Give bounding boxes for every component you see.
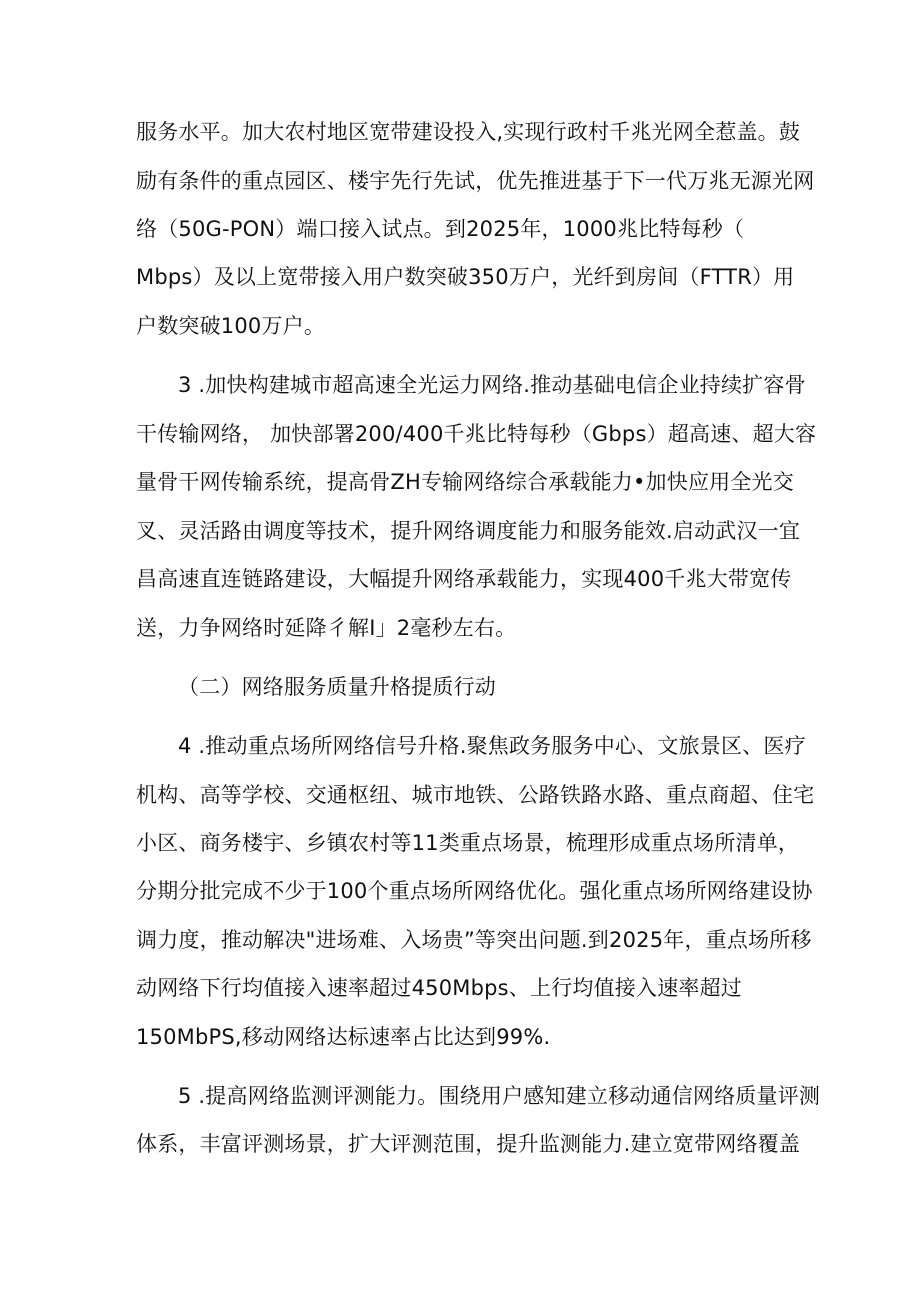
text-line-4: Mbps）及以上宽带接入用户数突破350万户，光纤到房间（FTTR）用 (136, 265, 795, 289)
text-line-5: 户数突破100万户。 (136, 314, 326, 338)
text-line-18: 动网络下行均值接入速率超过450Mbps、上行均值接入速率超过 (136, 976, 742, 1000)
text-line-10: 昌高速直连链路建设，大幅提升网络承载能力，实现400千兆大带宽传 (136, 567, 792, 591)
text-line-1: 服务水平。加大农村地区宽带建设投入,实现行政村千兆光网全惹盖。鼓 (136, 120, 801, 144)
text-line-21: 体系，丰富评测场景，扩大评测范围，提升监测能力.建立宽带网络覆盖 (136, 1132, 801, 1156)
text-line-2: 励有条件的重点园区、楼宇先行先试，优先推进基于下一代万兆无源光网 (136, 169, 815, 193)
text-line-16: 分期分批完成不少于100个重点场所网络优化。强化重点场所网络建设协 (136, 879, 813, 903)
text-line-20: 5 .提高网络监测评测能力。围绕用户感知建立移动通信网络质量评测 (178, 1084, 821, 1108)
section-heading: （二）网络服务质量升格提质行动 (178, 675, 496, 699)
text-line-13: 4 .推动重点场所网络信号升格.聚焦政务服务中心、文旅景区、医疗 (178, 734, 806, 758)
text-line-9: 叉、灵活路由调度等技术，提升网络调度能力和服务能效.启动武汉一宜 (136, 519, 801, 543)
text-line-17: 调力度，推动解决"进场难、入场贵”等突出问题.到2025年，重点场所移 (136, 928, 812, 952)
text-line-19: 150MbPS,移动网络达标速率占比达到99%. (136, 1025, 551, 1049)
text-line-15: 小区、商务楼宇、乡镇农村等11类重点场景，梳理形成重点场所清单， (136, 831, 800, 855)
text-line-14: 机构、高等学校、交通枢纽、城市地铁、公路铁路水路、重点商超、住宅 (136, 783, 815, 807)
text-line-8: 量骨干网传输系统，提高骨ZH专输网络综合承载能力•加快应用全光交 (136, 470, 794, 494)
text-line-3: 络（50G-PON）端口接入试点。到2025年，1000兆比特每秒（ (136, 217, 745, 241)
text-line-6: 3 .加快构建城市超高速全光运力网络.推动基础电信企业持续扩容骨 (178, 373, 806, 397)
text-line-7: 干传输网络， 加快部署200/400千兆比特每秒（Gbps）超高速、超大容 (136, 422, 817, 446)
text-line-11: 送，力争网络时延降彳解I」2毫秒左右。 (136, 616, 517, 640)
